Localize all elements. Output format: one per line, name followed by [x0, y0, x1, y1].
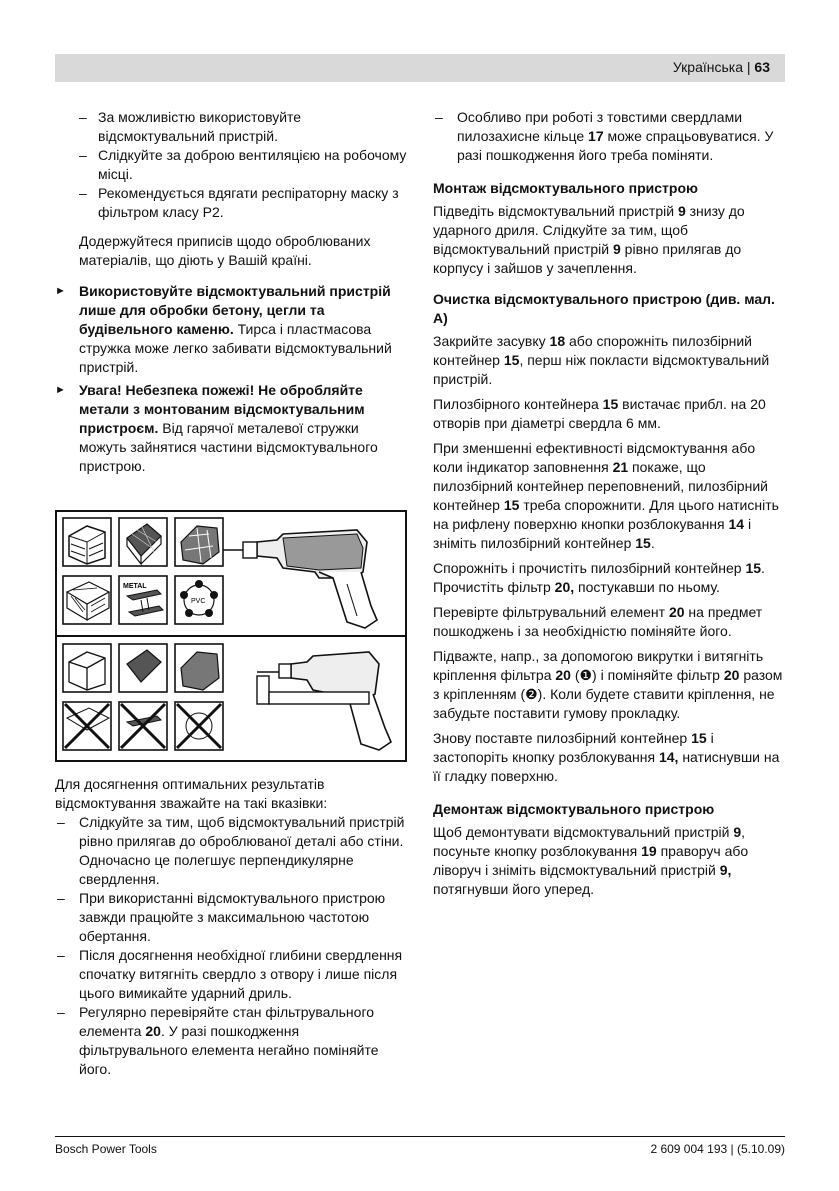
clean-step-1: Закрийте засувку 18 або спорожніть пилозбірний контейнер 15, перш ніж покласти відсмоктувальний пристрій. — [433, 333, 770, 387]
dismount-text: Щоб демонтувати відсмоктувальний пристрій 9, посуньте кнопку розблокування 19 праворуч або ліворуч і зніміть відсмоктувальний пристрій 9, потягнувши його уперед. — [433, 824, 749, 897]
brick-icon-allowed — [63, 644, 111, 692]
clean-heading: Очистка відсмоктувального пристрою (див. мал. А) — [433, 291, 775, 326]
page-number: 63 — [754, 59, 770, 75]
bullet-ventilation: – Слідкуйте за доброю вентиляцією на робочому місці. — [55, 146, 409, 184]
tip-withdraw: – Після досягнення необхідної глибини свердлення спочатку витягніть свердло з отвору і лише після цього вимикайте ударний дриль. — [55, 946, 409, 1003]
svg-text:PVC: PVC — [191, 598, 206, 605]
clean-step-6: Підважте, напр., за допомогою викрутки і витягніть кріплення фільтра 20 (❶) і поміняйте фільтр 20 разом з кріпленням (❷). Коли будете ставити кріплення, не забудьте поставити гумову прокладку. — [433, 648, 783, 721]
warning-fire: ► Увага! Небезпека пожежі! Не обробляйте метали з монтованим відсмоктувальним пристроєм. Від гарячої металевої стружки можуть зайнятися частини відсмоктувального пристрою. — [55, 381, 409, 476]
header-language: Українська — [672, 59, 743, 75]
right-column — [433, 108, 785, 899]
material-figure-svg — [57, 512, 405, 760]
warning-materials: ► Використовуйте відсмоктувальний пристрій лише для обробки бетону, цегли та будівельного каменю. Тирса і пластмасова стружка може легко забивати відсмоктувальний пристрій. — [55, 282, 409, 377]
footer-doc-number: 2 609 004 193 | (5.10.09) — [650, 1142, 785, 1156]
dust-ring-note: – Особливо при роботі з товстими свердлами пилозахисне кільце 17 може спрацьовуватися. У разі пошкодження його треба поміняти. — [433, 108, 785, 165]
drill-icon — [223, 530, 377, 628]
tip-filter-check: – Регулярно перевіряйте стан фільтрувального елемента 20. У разі пошкодження фільтрувального елемента негайно поміняйте його. — [55, 1003, 409, 1079]
drill-with-extractor-icon — [257, 652, 391, 750]
stone-icon-allowed — [175, 644, 223, 692]
clean-step-2: Пилозбірного контейнера 15 вистачає прибл. на 20 отворів при діаметрі свердла 6 мм. — [433, 396, 766, 431]
dismount-heading: Демонтаж відсмоктувального пристрою — [433, 801, 715, 817]
mount-heading: Монтаж відсмоктувального пристрою — [433, 180, 698, 196]
footer-brand: Bosch Power Tools — [55, 1142, 157, 1156]
pvc-icon-crossed — [175, 702, 223, 750]
tips-intro: Для досягнення оптимальних результатів відсмоктування зважайте на такі вказівки: — [55, 776, 328, 811]
pvc-icon — [175, 576, 223, 624]
wood-icon — [63, 576, 111, 624]
left-column — [55, 108, 409, 476]
stone-icon — [175, 518, 223, 566]
regulations-note: Додержуйтеся приписів щодо оброблюваних матеріалів, що діють у Вашій країні. — [79, 233, 371, 268]
footer-rule — [55, 1136, 785, 1137]
left-column-tips — [55, 775, 409, 1079]
clean-step-3: При зменшенні ефективності відсмоктування або коли індикатор заповнення 21 покаже, що пилозбірний контейнер переповнений, пилозбірний контейнер 15 треба спорожнити. Для цього натисніть на рифлену поверхню кнопки розблокування 14 і зніміть пилозбірний контейнер 15. — [433, 440, 779, 551]
tip-max-speed: – При використанні відсмоктувального пристрою завжди працюйте з максимальною частотою обертання. — [55, 889, 409, 946]
header-separator: | — [746, 59, 751, 75]
clean-step-7: Знову поставте пилозбірний контейнер 15 і застопоріть кнопку розблокування 14, натиснувши на її гладку поверхню. — [433, 730, 780, 784]
material-illustration — [55, 510, 407, 762]
clean-step-4: Спорожніть і прочистіть пилозбірний контейнер 15. Прочистіть фільтр 20, постукавши по ньому. — [433, 560, 765, 595]
clean-step-5: Перевірте фільтрувальний елемент 20 на предмет пошкоджень і за необхідністю поміняйте його. — [433, 604, 763, 639]
brick-icon — [63, 518, 111, 566]
bullet-extractor: – За можливістю використовуйте відсмоктувальний пристрій. — [55, 108, 409, 146]
bullet-respirator: – Рекомендується вдягати респіраторну маску з фільтром класу P2. — [55, 184, 409, 222]
tile-icon-allowed — [119, 644, 167, 692]
mount-text: Підведіть відсмоктувальний пристрій 9 знизу до ударного дриля. Слідкуйте за тим, щоб відсмоктувальний пристрій 9 рівно прилягав до корпусу і зайшов у зачеплення. — [433, 203, 745, 276]
metal-icon — [119, 576, 167, 624]
page-header — [55, 54, 785, 82]
wood-icon-crossed — [63, 702, 111, 750]
tile-icon — [119, 518, 167, 566]
metal-icon-crossed — [119, 702, 167, 750]
tip-flush: – Слідкуйте за тим, щоб відсмоктувальний пристрій рівно прилягав до оброблюваної деталі або стіни. Одночасно це полегшує перпендикулярне свердлення. — [55, 813, 409, 889]
svg-text:METAL: METAL — [123, 583, 147, 590]
